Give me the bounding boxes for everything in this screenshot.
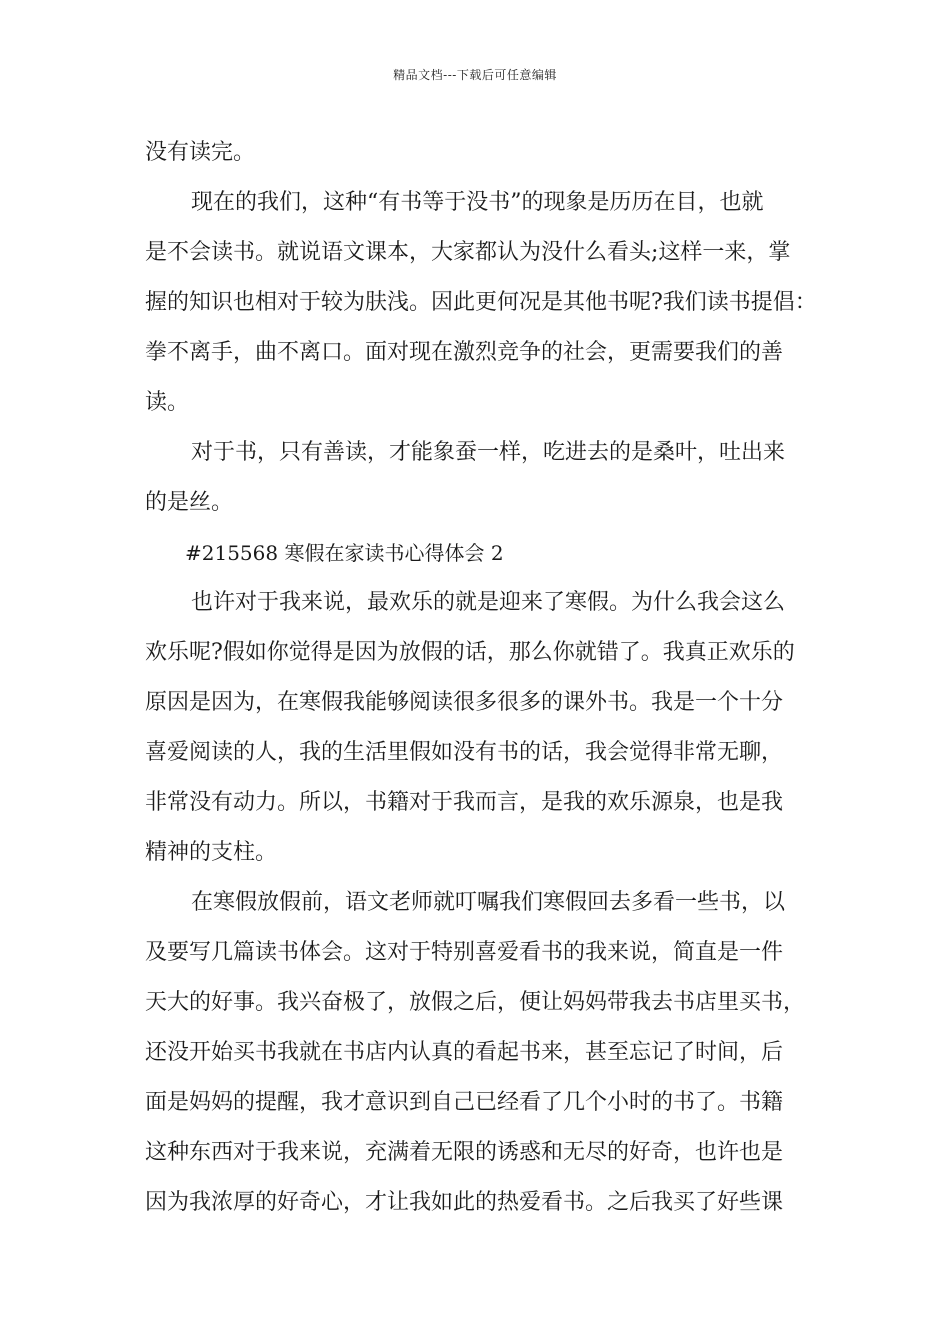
text-line: 现在的我们，这种“有书等于没书”的现象是历历在目，也就: [191, 190, 764, 215]
text-line: 因为我浓厚的好奇心，才让我如此的热爱看书。之后我买了好些课: [145, 1190, 784, 1215]
text-line: 的是丝。: [145, 490, 234, 515]
text-line: 拳不离手，曲不离口。面对现在激烈竞争的社会，更需要我们的善: [145, 340, 784, 365]
text-line: 原因是因为，在寒假我能够阅读很多很多的课外书。我是一个十分: [145, 690, 784, 715]
text-line: 非常没有动力。所以，书籍对于我而言，是我的欢乐源泉，也是我: [145, 790, 784, 815]
text-line: 对于书，只有善读，才能象蚕一样，吃进去的是桑叶，吐出来: [191, 440, 786, 465]
text-line: 及要写几篇读书体会。这对于特别喜爱看书的我来说，简直是一件: [145, 940, 784, 965]
text-line: 天大的好事。我兴奋极了，放假之后，便让妈妈带我去书店里买书，: [145, 990, 806, 1015]
text-line: 没有读完。: [145, 140, 256, 165]
text-line: 欢乐呢?假如你觉得是因为放假的话，那么你就错了。我真正欢乐的: [145, 640, 795, 665]
text-line: 面是妈妈的提醒，我才意识到自己已经看了几个小时的书了。书籍: [145, 1090, 784, 1115]
section-heading: #215568 寒假在家读书心得体会 2: [185, 541, 504, 565]
document-body: [145, 128, 825, 1228]
text-line: 也许对于我来说，最欢乐的就是迎来了寒假。为什么我会这么: [191, 590, 786, 615]
text-line: 是不会读书。就说语文课本，大家都认为没什么看头;这样一来，掌: [145, 240, 791, 265]
text-line: 在寒假放假前，语文老师就叮嘱我们寒假回去多看一些书，以: [191, 890, 786, 915]
text-line: 还没开始买书我就在书店内认真的看起书来，甚至忘记了时间，后: [145, 1040, 784, 1065]
text-line: 这种东西对于我来说，充满着无限的诱惑和无尽的好奇，也许也是: [145, 1140, 784, 1165]
text-line: 喜爱阅读的人，我的生活里假如没有书的话，我会觉得非常无聊，: [145, 740, 784, 765]
text-line: 读。: [145, 390, 190, 415]
page-header: 精品文档---下载后可任意编辑: [393, 68, 557, 82]
text-line: 精神的支柱。: [145, 840, 278, 865]
text-line: 握的知识也相对于较为肤浅。因此更何况是其他书呢?我们读书提倡：: [145, 290, 817, 315]
